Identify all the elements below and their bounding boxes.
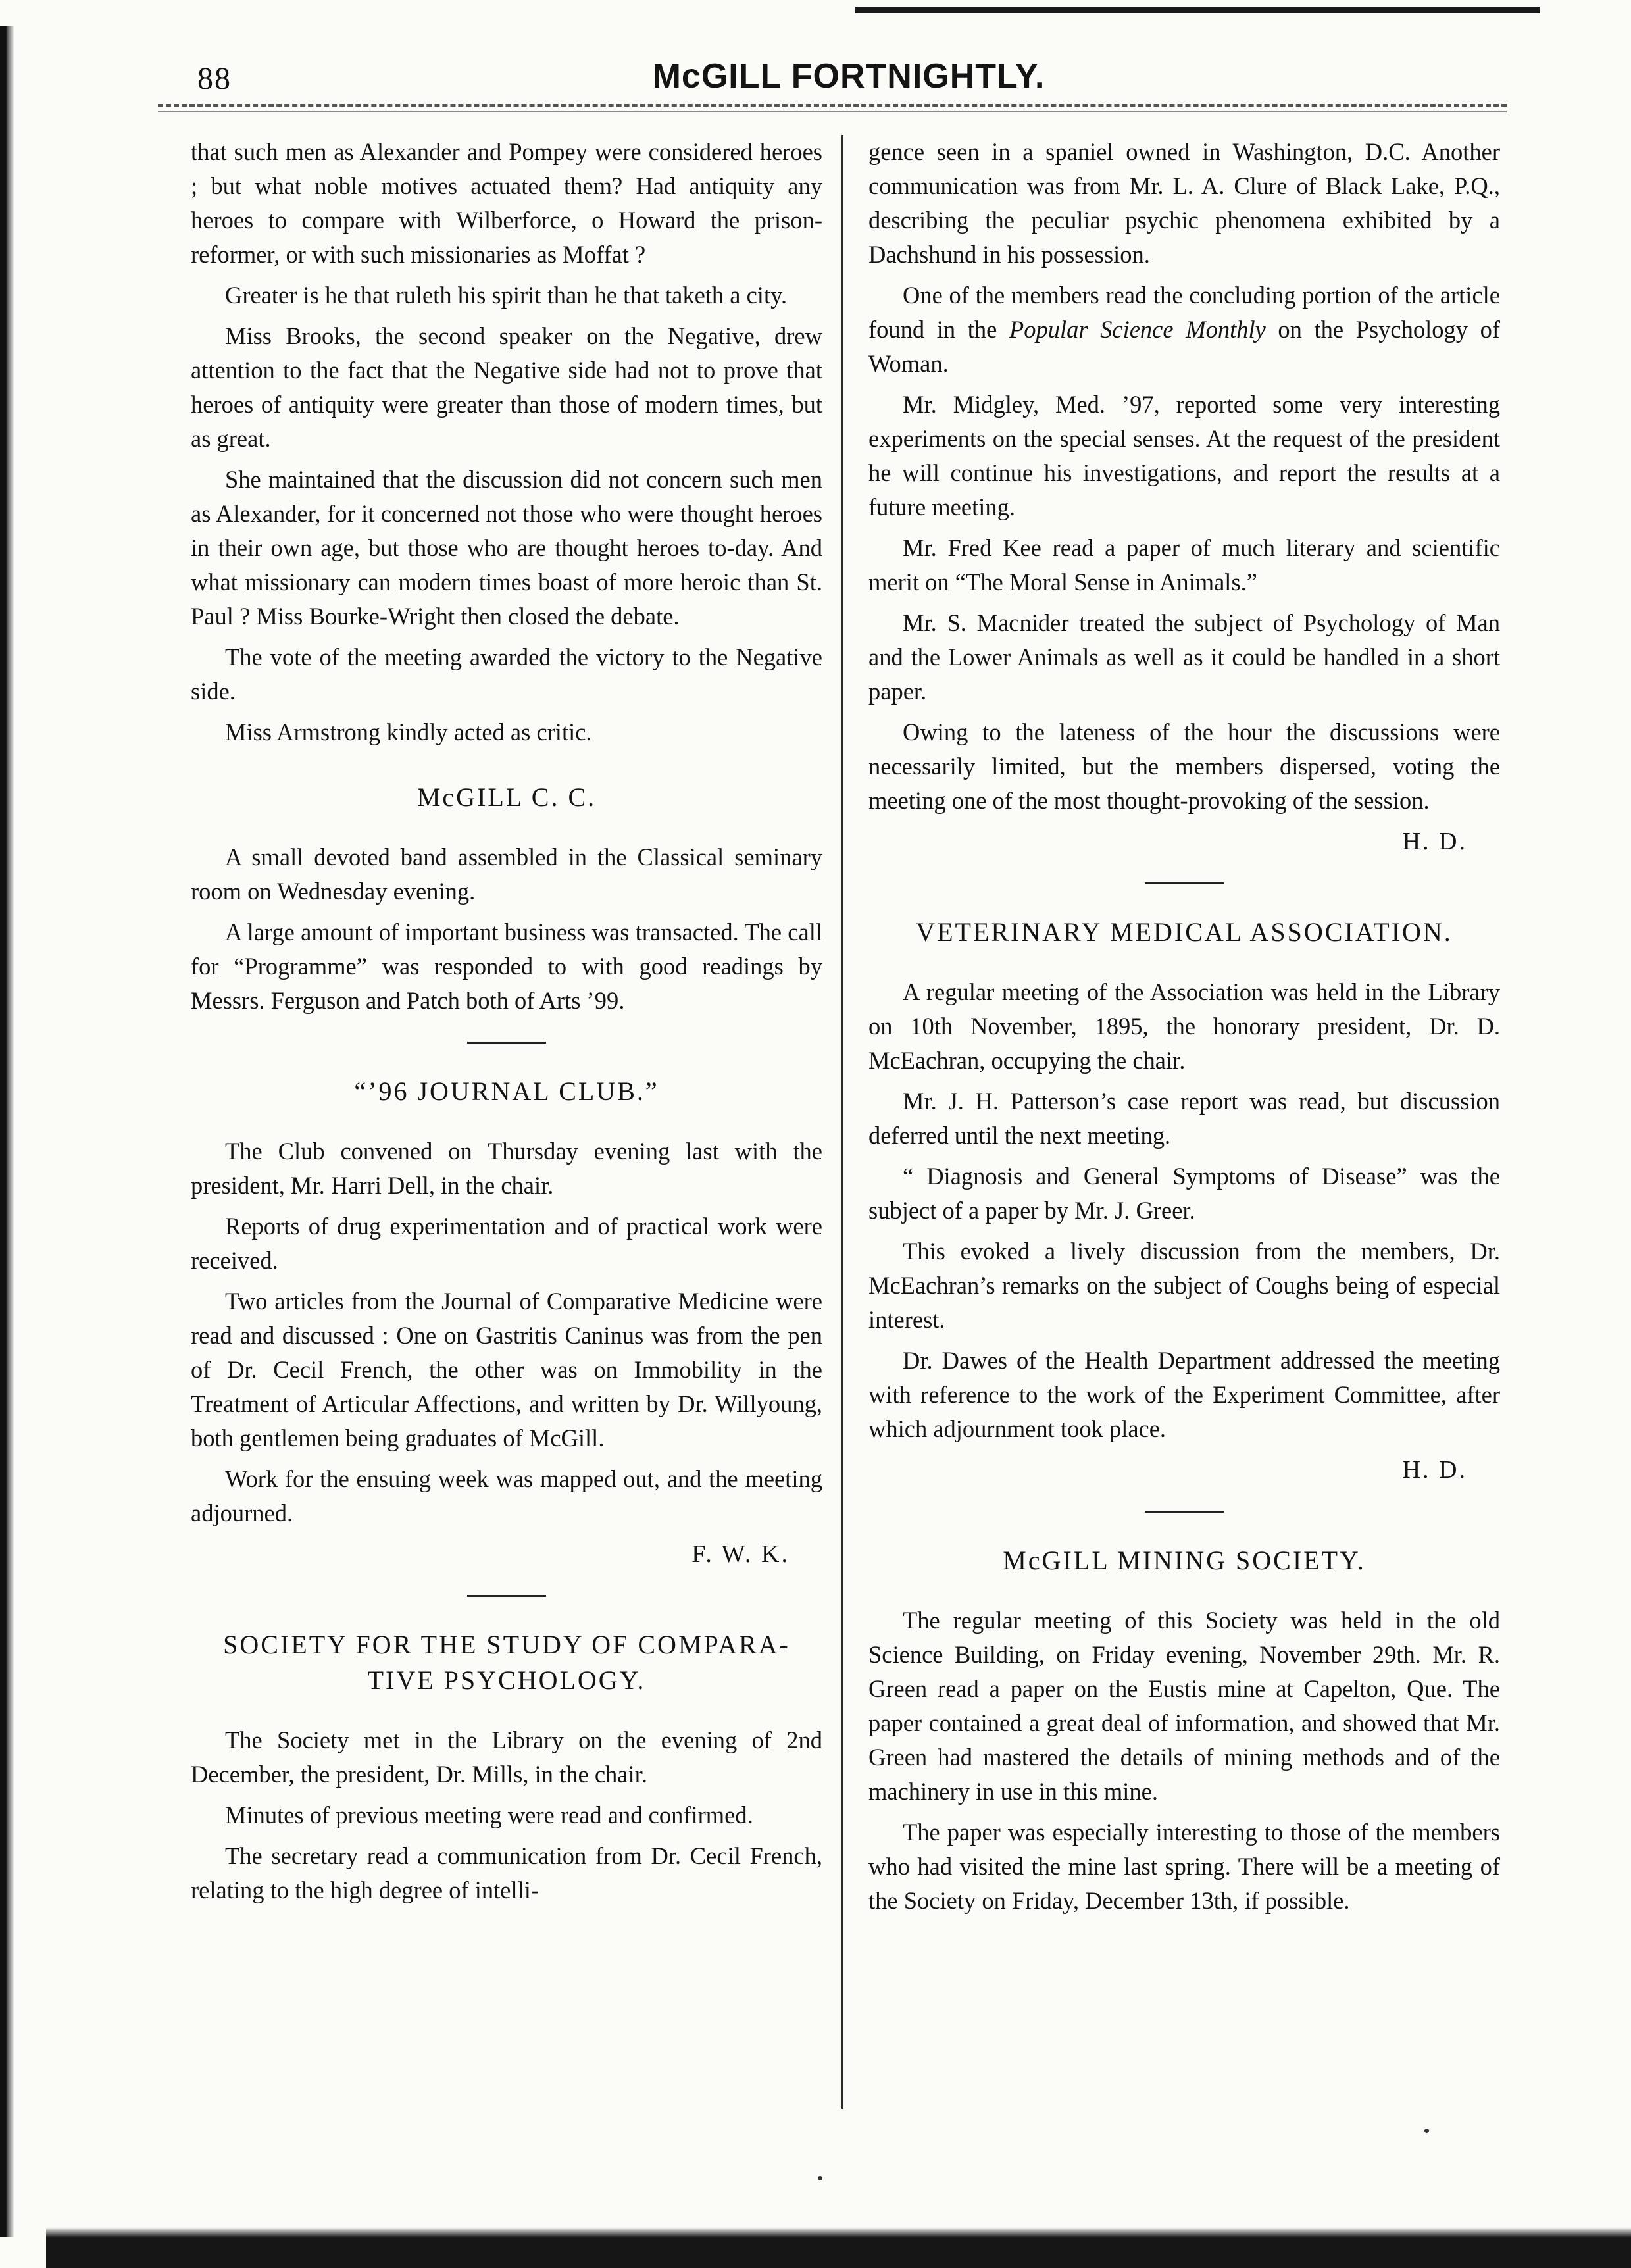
paragraph: Reports of drug experimentation and of practical work were received.: [191, 1213, 822, 1274]
section-heading-mcgill-cc: McGILL C. C.: [416, 782, 597, 812]
paragraph: A regular meeting of the Association was held in the Library on 10th November, 1895, the honorary president, Dr. D. McEachran, occupying the chair.: [868, 978, 1500, 1074]
section-divider: [467, 1042, 546, 1044]
running-title: McGILL FORTNIGHTLY.: [652, 57, 1045, 95]
paragraph: that such men as Alexander and Pompey were considered heroes ; but what noble motives actuated them? Had antiquity any heroes to compare with Wilberforce, o Howard the prison-reformer, or with such missionaries as Moffat ?: [191, 138, 822, 268]
section-heading-veterinary: VETERINARY MEDICAL ASSOCIATION.: [916, 917, 1453, 947]
paragraph: gence seen in a spaniel owned in Washington, D.C. Another communication was from Mr. L. A. Clure of Black Lake, P.Q., describing the peculiar psychic phenomena exhibited by a Dachshund in his possession.: [868, 138, 1500, 268]
paragraph: This evoked a lively discussion from the members, Dr. McEachran’s remarks on the subject of Coughs being of especial interest.: [868, 1238, 1500, 1333]
signature: H. D.: [1402, 1456, 1467, 1484]
heading-line: TIVE PSYCHOLOGY.: [367, 1665, 646, 1695]
section-divider: [467, 1595, 546, 1597]
paragraph: “ Diagnosis and General Symptoms of Disease” was the subject of a paper by Mr. J. Greer.: [868, 1163, 1500, 1224]
paragraph: Miss Armstrong kindly acted as critic.: [225, 718, 592, 745]
signature: H. D.: [1402, 828, 1467, 855]
scan-top-rule: [855, 7, 1540, 13]
paragraph: [868, 278, 1500, 381]
paragraph: The Club convened on Thursday evening last with the president, Mr. Harri Dell, in the chair.: [191, 1138, 822, 1199]
page-number: 88: [197, 61, 232, 96]
paragraph: Minutes of previous meeting were read and confirmed.: [225, 1802, 753, 1828]
section-divider: [1145, 1511, 1224, 1513]
paragraph: She maintained that the discussion did not concern such men as Alexander, for it concerned not those who were thought heroes in their own age, but those who are thought heroes to-day. And what missionary can modern times boast of more heroic than St. Paul ? Miss Bourke-Wright then closed the debate.: [191, 466, 822, 630]
paragraph: The secretary read a communication from Dr. Cecil French, relating to the high degree of intelli-: [191, 1842, 822, 1903]
section-heading-mining-society: McGILL MINING SOCIETY.: [1003, 1546, 1366, 1575]
paragraph: Owing to the lateness of the hour the discussions were necessarily limited, but the members dispersed, voting the meeting one of the most thought-provoking of the session.: [868, 718, 1500, 814]
paragraph: The vote of the meeting awarded the victory to the Negative side.: [191, 643, 822, 705]
paragraph: Miss Brooks, the second speaker on the Negative, drew attention to the fact that the Negative side had not to prove that heroes of antiquity were greater than those of modern times, but as great.: [191, 322, 822, 452]
scan-bottom-band: [46, 2227, 1631, 2268]
signature: F. W. K.: [691, 1540, 790, 1568]
paragraph: The paper was especially interesting to those of the members who had visited the mine last spring. There will be a meeting of the Society on Friday, December 13th, if possible.: [868, 1819, 1500, 1914]
paragraph: A large amount of important business was transacted. The call for “Programme” was responded to with good readings by Messrs. Ferguson and Patch both of Arts ’99.: [191, 919, 822, 1014]
ink-speck: [818, 2176, 822, 2180]
left-column: [191, 135, 822, 1914]
paragraph: Mr. J. H. Patterson’s case report was read, but discussion deferred until the next meeting.: [868, 1088, 1500, 1149]
paragraph: Greater is he that ruleth his spirit than he that taketh a city.: [225, 282, 788, 309]
paragraph: Mr. Midgley, Med. ’97, reported some very interesting experiments on the special senses. At the request of the president he will continue his investigations, and report the results at a future meeting.: [868, 391, 1500, 520]
paragraph: The Society met in the Library on the evening of 2nd December, the president, Dr. Mills, in the chair.: [191, 1726, 822, 1788]
header-rule: [158, 104, 1507, 112]
right-column: [868, 135, 1500, 1925]
paragraph: Work for the ensuing week was mapped out, and the meeting adjourned.: [191, 1465, 822, 1526]
text-run: on the Psychology of Woman.: [868, 316, 1501, 377]
scan-left-edge: [0, 26, 14, 2237]
text-run: One of the members read the concluding portion of the article found in the: [868, 282, 1500, 343]
paragraph: Mr. Fred Kee read a paper of much literary and scientific merit on “The Moral Sense in Animals.”: [868, 534, 1500, 595]
paragraph: Two articles from the Journal of Comparative Medicine were read and discussed : One on Gastritis Caninus was from the pen of Dr. Cecil French, the other was on Immobility in the Treatment of Articular Affections, and written by Dr. Willyoung, both gentlemen being graduates of McGill.: [191, 1288, 822, 1451]
ink-speck: [1424, 2129, 1429, 2133]
paragraph: Dr. Dawes of the Health Department addressed the meeting with reference to the work of the Experiment Committee, after which adjournment took place.: [868, 1347, 1500, 1442]
section-heading-comparative-psychology: [191, 1627, 822, 1698]
paragraph: A small devoted band assembled in the Classical seminary room on Wednesday evening.: [191, 844, 822, 905]
section-divider: [1145, 882, 1224, 884]
publication-title: Popular Science Monthly: [1009, 316, 1266, 343]
paragraph: The regular meeting of this Society was held in the old Science Building, on Friday evening, November 29th. Mr. R. Green read a paper on the Eustis mine at Capelton, Que. The paper contained a great deal of information, and showed that Mr. Green had mastered the details of mining methods and of the machinery in use in this mine.: [868, 1607, 1500, 1805]
column-divider: [841, 135, 843, 2109]
section-heading-journal-club: “’96 JOURNAL CLUB.”: [354, 1076, 659, 1106]
paragraph: Mr. S. Macnider treated the subject of Psychology of Man and the Lower Animals as well as it could be handled in a short paper.: [868, 609, 1500, 705]
page-header: [197, 53, 1500, 112]
heading-line: SOCIETY FOR THE STUDY OF COMPARA-: [223, 1630, 790, 1659]
